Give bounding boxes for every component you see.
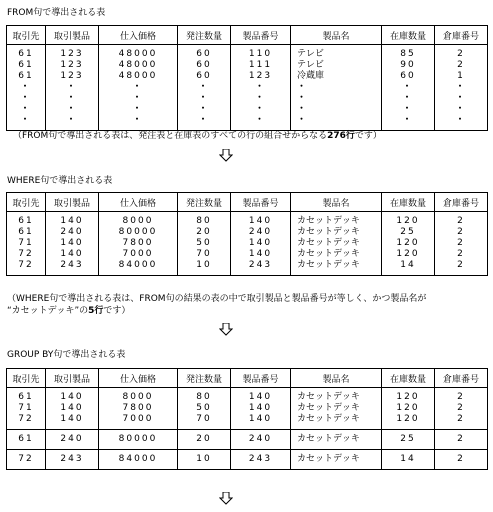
ellipsis-cell: ・	[231, 104, 291, 115]
where-note-prefix: “カセットデッキ”の	[7, 306, 89, 316]
column-header-product: 取引製品	[46, 193, 99, 212]
column-header-price: 仕入価格	[99, 193, 178, 212]
cell-order-qty: 60	[178, 71, 231, 82]
column-header-product: 取引製品	[46, 369, 99, 388]
column-header-order-qty: 発注数量	[178, 193, 231, 212]
cell-price: 8000	[99, 212, 178, 228]
from-note	[13, 131, 382, 142]
cell-product-no: 111	[231, 60, 291, 71]
cell-warehouse: 2	[435, 450, 488, 470]
cell-price: 84000	[99, 450, 178, 470]
column-header-product: 取引製品	[46, 26, 99, 45]
cell-price: 48000	[99, 71, 178, 82]
ellipsis-cell: ・	[435, 82, 488, 93]
cell-price: 8000	[99, 388, 178, 404]
ellipsis-cell: ・	[382, 115, 435, 131]
ellipsis-row	[7, 82, 488, 93]
ellipsis-cell: ・	[231, 82, 291, 93]
cell-product-name: カセットデッキ	[291, 450, 382, 470]
down-arrow-icon	[219, 149, 233, 162]
table-row	[7, 212, 488, 228]
cell-price: 80000	[99, 227, 178, 238]
column-header-stock-qty: 在庫数量	[382, 193, 435, 212]
cell-warehouse: 2	[435, 238, 488, 249]
cell-order-qty: 60	[178, 60, 231, 71]
cell-warehouse: 2	[435, 212, 488, 228]
ellipsis-cell: ・	[46, 93, 99, 104]
cell-product-name: カセットデッキ	[291, 238, 382, 249]
cell-product-name: カセットデッキ	[291, 388, 382, 404]
cell-stock-qty: 120	[382, 414, 435, 430]
ellipsis-cell: ・	[231, 93, 291, 104]
ellipsis-cell: ・	[178, 93, 231, 104]
ellipsis-cell: ・	[7, 82, 46, 93]
column-header-warehouse: 倉庫番号	[435, 369, 488, 388]
header-row	[7, 369, 488, 388]
table-row	[7, 238, 488, 249]
cell-price: 84000	[99, 260, 178, 276]
cell-product-no: 110	[231, 45, 291, 61]
group-row	[7, 414, 488, 430]
cell-stock-qty: 90	[382, 60, 435, 71]
cell-stock-qty: 120	[382, 388, 435, 404]
cell-warehouse: 2	[435, 414, 488, 430]
cell-supplier: 72	[7, 249, 46, 260]
column-header-stock-qty: 在庫数量	[382, 369, 435, 388]
column-header-product-name: 製品名	[291, 26, 382, 45]
ellipsis-cell: ・	[435, 115, 488, 131]
cell-order-qty: 50	[178, 238, 231, 249]
down-arrow-icon	[219, 323, 233, 336]
cell-order-qty: 70	[178, 414, 231, 430]
from-note-count: 276行	[327, 131, 355, 141]
cell-supplier: 72	[7, 450, 46, 470]
table-row	[7, 71, 488, 82]
cell-product: 243	[46, 450, 99, 470]
cell-order-qty: 10	[178, 450, 231, 470]
ellipsis-cell: ・	[291, 93, 382, 104]
group-section-title: GROUP BY句で導出される表	[7, 350, 126, 360]
group-table-body	[7, 388, 488, 470]
cell-product-no: 140	[231, 414, 291, 430]
from-section-title: FROM句で導出される表	[7, 8, 106, 18]
cell-product: 140	[46, 212, 99, 228]
column-header-product-name: 製品名	[291, 369, 382, 388]
from-note-suffix: です）	[354, 131, 382, 141]
column-header-price: 仕入価格	[99, 26, 178, 45]
cell-price: 7000	[99, 414, 178, 430]
cell-product-no: 123	[231, 71, 291, 82]
cell-product-no: 240	[231, 227, 291, 238]
column-header-supplier: 取引先	[7, 26, 46, 45]
ellipsis-cell: ・	[7, 104, 46, 115]
ellipsis-cell: ・	[291, 104, 382, 115]
header-row	[7, 193, 488, 212]
from-note-prefix: （FROM句で導出される表は、発注表と在庫表のすべての行の組合せからなる	[13, 131, 328, 141]
cell-product-no: 243	[231, 450, 291, 470]
ellipsis-row	[7, 115, 488, 131]
table-row	[7, 45, 488, 61]
cell-stock-qty: 60	[382, 71, 435, 82]
cell-order-qty: 10	[178, 260, 231, 276]
cell-stock-qty: 14	[382, 260, 435, 276]
cell-supplier: 61	[7, 60, 46, 71]
cell-supplier: 72	[7, 414, 46, 430]
cell-stock-qty: 120	[382, 403, 435, 414]
column-header-stock-qty: 在庫数量	[382, 26, 435, 45]
cell-product-name: カセットデッキ	[291, 227, 382, 238]
cell-order-qty: 20	[178, 227, 231, 238]
cell-product-name: テレビ	[291, 45, 382, 61]
column-header-supplier: 取引先	[7, 369, 46, 388]
cell-product-no: 140	[231, 212, 291, 228]
cell-warehouse: 2	[435, 227, 488, 238]
table-row	[7, 249, 488, 260]
where-table-body	[7, 212, 488, 276]
cell-product-name: カセットデッキ	[291, 414, 382, 430]
cell-product-name: カセットデッキ	[291, 260, 382, 276]
cell-warehouse: 2	[435, 388, 488, 404]
cell-order-qty: 80	[178, 212, 231, 228]
ellipsis-cell: ・	[99, 115, 178, 131]
cell-price: 80000	[99, 430, 178, 450]
cell-product: 240	[46, 430, 99, 450]
cell-warehouse: 1	[435, 71, 488, 82]
cell-product: 123	[46, 45, 99, 61]
cell-supplier: 61	[7, 430, 46, 450]
cell-stock-qty: 85	[382, 45, 435, 61]
ellipsis-cell: ・	[382, 93, 435, 104]
where-note-line1: （WHERE句で導出される表は、FROM句の結果の表の中で取引製品と製品番号が等しく、かつ製品名が	[7, 294, 427, 304]
ellipsis-cell: ・	[46, 115, 99, 131]
table-row	[7, 227, 488, 238]
cell-product-name: カセットデッキ	[291, 430, 382, 450]
column-header-product-name: 製品名	[291, 193, 382, 212]
table-row	[7, 60, 488, 71]
table-row	[7, 260, 488, 276]
ellipsis-cell: ・	[178, 104, 231, 115]
ellipsis-cell: ・	[99, 82, 178, 93]
ellipsis-cell: ・	[99, 93, 178, 104]
cell-product-name: カセットデッキ	[291, 249, 382, 260]
ellipsis-row	[7, 93, 488, 104]
cell-product-name: カセットデッキ	[291, 212, 382, 228]
column-header-price: 仕入価格	[99, 369, 178, 388]
cell-product: 123	[46, 60, 99, 71]
cell-price: 48000	[99, 45, 178, 61]
header-row	[7, 26, 488, 45]
cell-price: 7000	[99, 249, 178, 260]
cell-warehouse: 2	[435, 45, 488, 61]
cell-supplier: 61	[7, 388, 46, 404]
cell-order-qty: 20	[178, 430, 231, 450]
cell-product: 140	[46, 238, 99, 249]
cell-stock-qty: 25	[382, 430, 435, 450]
down-arrow-icon	[219, 492, 233, 505]
cell-supplier: 72	[7, 260, 46, 276]
cell-order-qty: 80	[178, 388, 231, 404]
column-header-product-no: 製品番号	[231, 369, 291, 388]
cell-product-no: 140	[231, 388, 291, 404]
cell-product-name: カセットデッキ	[291, 403, 382, 414]
group-row	[7, 450, 488, 470]
cell-stock-qty: 120	[382, 249, 435, 260]
where-note-suffix: です）	[103, 306, 131, 316]
cell-product-name: 冷蔵庫	[291, 71, 382, 82]
cell-product: 140	[46, 249, 99, 260]
ellipsis-cell: ・	[291, 82, 382, 93]
cell-price: 7800	[99, 403, 178, 414]
cell-product-no: 140	[231, 238, 291, 249]
cell-stock-qty: 120	[382, 238, 435, 249]
group-table	[6, 368, 488, 470]
column-header-supplier: 取引先	[7, 193, 46, 212]
ellipsis-cell: ・	[382, 82, 435, 93]
cell-warehouse: 2	[435, 260, 488, 276]
cell-supplier: 71	[7, 403, 46, 414]
cell-stock-qty: 14	[382, 450, 435, 470]
ellipsis-cell: ・	[99, 104, 178, 115]
cell-product: 140	[46, 414, 99, 430]
cell-warehouse: 2	[435, 249, 488, 260]
cell-warehouse: 2	[435, 403, 488, 414]
column-header-warehouse: 倉庫番号	[435, 26, 488, 45]
cell-supplier: 61	[7, 227, 46, 238]
cell-order-qty: 60	[178, 45, 231, 61]
cell-product-no: 240	[231, 430, 291, 450]
group-row	[7, 430, 488, 450]
column-header-order-qty: 発注数量	[178, 26, 231, 45]
cell-product-name: テレビ	[291, 60, 382, 71]
cell-product: 243	[46, 260, 99, 276]
column-header-order-qty: 発注数量	[178, 369, 231, 388]
where-section-title: WHERE句で導出される表	[7, 176, 113, 186]
ellipsis-cell: ・	[46, 104, 99, 115]
cell-supplier: 61	[7, 45, 46, 61]
cell-order-qty: 70	[178, 249, 231, 260]
where-note-line2	[7, 306, 130, 317]
cell-supplier: 71	[7, 238, 46, 249]
cell-product-no: 243	[231, 260, 291, 276]
column-header-product-no: 製品番号	[231, 26, 291, 45]
cell-supplier: 61	[7, 71, 46, 82]
cell-price: 7800	[99, 238, 178, 249]
where-table	[6, 192, 488, 276]
ellipsis-cell: ・	[382, 104, 435, 115]
cell-product-no: 140	[231, 403, 291, 414]
cell-product: 240	[46, 227, 99, 238]
ellipsis-cell: ・	[7, 93, 46, 104]
ellipsis-cell: ・	[178, 82, 231, 93]
ellipsis-cell: ・	[46, 82, 99, 93]
ellipsis-cell: ・	[7, 115, 46, 131]
cell-price: 48000	[99, 60, 178, 71]
ellipsis-row	[7, 104, 488, 115]
where-note-count: 5行	[88, 306, 104, 316]
cell-stock-qty: 120	[382, 212, 435, 228]
ellipsis-cell: ・	[231, 115, 291, 131]
ellipsis-cell: ・	[435, 104, 488, 115]
cell-product: 140	[46, 403, 99, 414]
cell-product: 123	[46, 71, 99, 82]
cell-stock-qty: 25	[382, 227, 435, 238]
cell-warehouse: 2	[435, 60, 488, 71]
from-table-body	[7, 45, 488, 131]
column-header-product-no: 製品番号	[231, 193, 291, 212]
ellipsis-cell: ・	[435, 93, 488, 104]
cell-supplier: 61	[7, 212, 46, 228]
cell-order-qty: 50	[178, 403, 231, 414]
from-table	[6, 25, 488, 131]
cell-product-no: 140	[231, 249, 291, 260]
cell-warehouse: 2	[435, 430, 488, 450]
group-row	[7, 403, 488, 414]
ellipsis-cell: ・	[291, 115, 382, 131]
column-header-warehouse: 倉庫番号	[435, 193, 488, 212]
cell-product: 140	[46, 388, 99, 404]
ellipsis-cell: ・	[178, 115, 231, 131]
group-row	[7, 388, 488, 404]
